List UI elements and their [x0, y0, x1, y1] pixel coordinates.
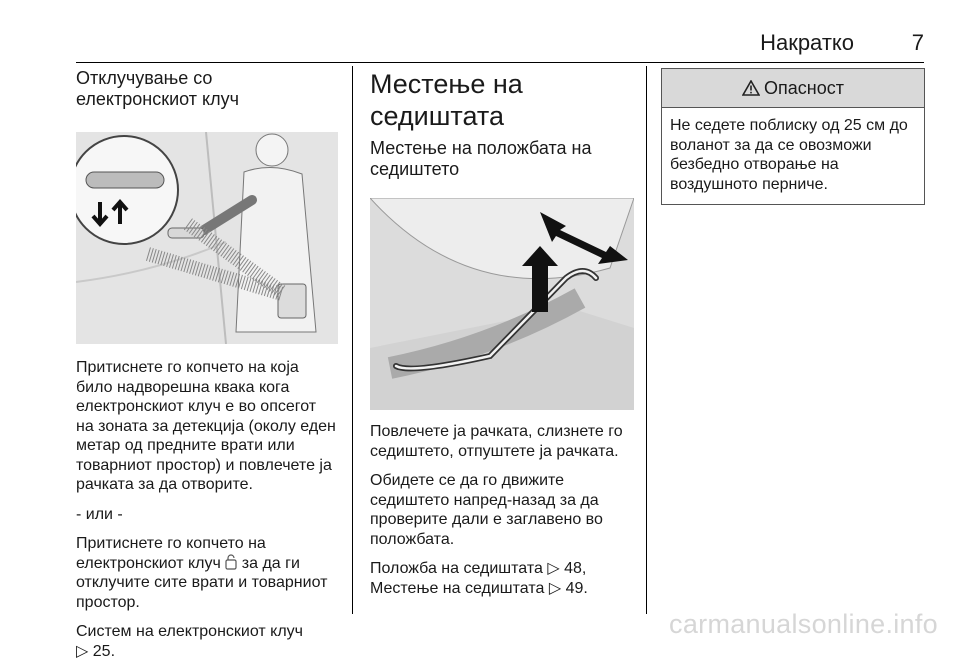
subheading-seat-position: Местење на положбата на седиштето [370, 138, 592, 179]
paragraph-seat-slide: Повлечете ја рачката, слизнете го седиштето, отпуштете ја рачката. [370, 423, 623, 460]
header-rule [76, 62, 924, 63]
section-heading-seats: Местење на седиштата [370, 69, 523, 131]
reference-link-page-49[interactable]: 49. [565, 579, 588, 597]
illustration-key-unlock [76, 132, 338, 344]
column-left [76, 68, 338, 661]
reference-link-page-25[interactable]: 25. [92, 642, 116, 660]
paragraph-unlock-instructions: Притиснете го копчето на која било надворешна квака кога електронскиот клуч е во опсегот на зоната за детекција (околу еден метар од предните врати или товарниот простор) и повлечете ја рачката за да отворите. [76, 359, 336, 493]
watermark-text: carmanualsonline.info [669, 609, 938, 639]
paragraph-seat-check: Обидете се да го движите седиштето напред-назад за да проверите дали е заглавено во положбата. [370, 472, 603, 548]
page-header [76, 26, 924, 56]
illustration-seat-adjust [370, 198, 634, 410]
or-separator: - или - [76, 505, 123, 523]
danger-header [662, 69, 924, 108]
unlock-key-icon [225, 554, 237, 570]
column-middle [370, 68, 634, 598]
column-divider-2 [646, 66, 647, 614]
danger-warning-box [661, 68, 925, 205]
section-heading-unlock: Отклучување со електронскиот клуч [76, 68, 239, 109]
page-number: 7 [911, 30, 924, 55]
reference-seat-links: Положба на седиштата ▷ 48, Местење на седиштата ▷ 49. [370, 560, 588, 597]
reference-key-system: Систем на електронскиот клуч ▷ 25. [76, 623, 304, 660]
reference-arrow-icon: ▷ [547, 560, 560, 577]
reference-link-page-48[interactable]: 48, [564, 560, 587, 577]
danger-text: Не седете поблиску од 25 см до воланот за да се овозможи безбедно отворање на воздушното перниче. [670, 117, 908, 193]
reference-arrow-icon: ▷ [76, 642, 89, 660]
warning-triangle-icon [742, 80, 760, 96]
danger-title: Опасност [764, 77, 844, 98]
header-title: Накратко [760, 30, 854, 55]
column-right [661, 68, 923, 205]
reference-arrow-icon: ▷ [548, 579, 562, 597]
column-divider-1 [352, 66, 353, 614]
paragraph-unlock-alternative: Притиснете го копчето на електронскиот клуч за да ги отклучите сите врати и товарниот простор. [76, 535, 328, 611]
